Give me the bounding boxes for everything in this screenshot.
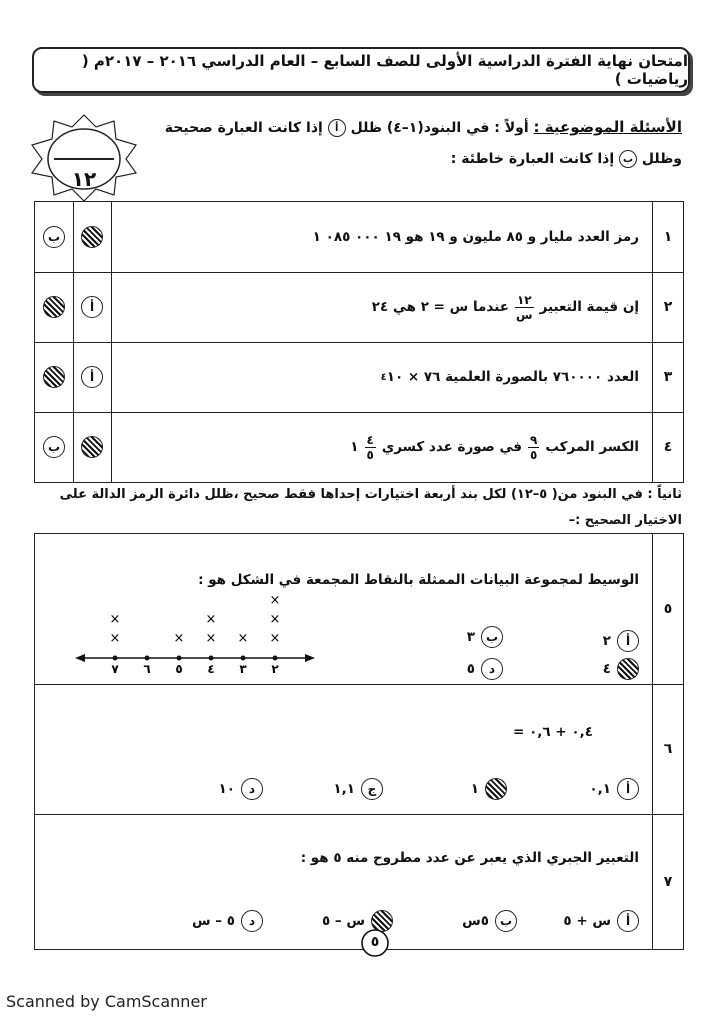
statement-part: العدد ٧٦٠٠٠٠ بالصورة العلمية ٧٦ × ١٠ xyxy=(386,369,639,385)
option-a-cell xyxy=(73,202,112,272)
part1-instruction-line1 xyxy=(162,118,682,137)
choice-value: س – ٥ xyxy=(321,913,365,929)
dot-plot-mark: × xyxy=(205,612,217,627)
question-row xyxy=(35,684,683,815)
choice-d[interactable] xyxy=(467,658,503,680)
fraction-numerator: ٤ xyxy=(366,432,374,447)
question-text: ٠,٤ + ٠,٦ = xyxy=(513,724,593,740)
part1-instruction-line2 xyxy=(162,150,682,168)
axis-tick xyxy=(145,656,150,661)
part1-instruction1-end: إذا كانت العبارة صحيحة xyxy=(164,120,323,136)
dot-plot xyxy=(75,584,315,674)
axis-tick xyxy=(177,656,182,661)
choice-value: ١ xyxy=(470,781,479,797)
table-row xyxy=(35,342,683,413)
axis-arrow-right-icon xyxy=(305,654,315,662)
option-a-cell xyxy=(73,412,112,482)
choice-value: س + ٥ xyxy=(563,913,611,929)
exam-title-box xyxy=(32,47,690,93)
page-number: ٥ xyxy=(370,934,380,950)
dot-plot-mark: × xyxy=(237,631,249,646)
choice-bubble[interactable]: أ xyxy=(617,910,639,932)
part1-heading: الأسئلة الموضوعية : xyxy=(533,118,682,136)
choice-bubble[interactable]: د xyxy=(481,658,503,680)
choice-value: ٣ xyxy=(466,629,475,645)
option-b-cell xyxy=(35,412,74,482)
question-text: الوسيط لمجموعة البيانات الممثلة بالنقاط المجمعة في الشكل هو : xyxy=(198,572,639,588)
row-number: ٤ xyxy=(652,412,683,482)
axis-tick xyxy=(273,656,278,661)
fraction-denominator: ٥ xyxy=(530,447,538,462)
axis-tick-label: ٢ xyxy=(271,662,279,674)
scanner-watermark: Scanned by CamScanner xyxy=(6,992,207,1011)
question-row xyxy=(35,814,683,949)
axis-tick-label: ٥ xyxy=(175,662,183,674)
question-number: ٥ xyxy=(652,534,683,684)
option-b-cell xyxy=(35,202,74,272)
choice-b[interactable] xyxy=(471,778,507,800)
option-b-cell xyxy=(35,272,74,342)
exponent: ٤ xyxy=(380,371,387,383)
option-b-bubble-filled[interactable] xyxy=(43,296,65,318)
choice-value: ٢ xyxy=(602,633,611,649)
option-a-cell xyxy=(73,342,112,412)
axis-tick xyxy=(241,656,246,661)
dot-plot-mark: × xyxy=(173,631,185,646)
option-a-bubble[interactable]: أ xyxy=(81,296,103,318)
choice-bubble[interactable]: أ xyxy=(617,778,639,800)
option-a-cell xyxy=(73,272,112,342)
option-b-cell xyxy=(35,342,74,412)
grade-badge xyxy=(28,113,140,201)
question-text: التعبير الجبري الذي يعبر عن عدد مطروح منه ٥ هو : xyxy=(300,850,639,866)
axis-tick-label: ٤ xyxy=(207,662,215,674)
statement-part: ١ xyxy=(350,439,359,455)
statement-text xyxy=(381,342,639,412)
axis-tick xyxy=(113,656,118,661)
fraction xyxy=(515,293,534,322)
option-a-bubble[interactable]: أ xyxy=(81,366,103,388)
axis-arrow-left-icon xyxy=(75,654,85,662)
choice-value: ٤ xyxy=(602,661,611,677)
axis-tick xyxy=(209,656,214,661)
fraction-numerator: ١٢ xyxy=(516,292,532,307)
table-row xyxy=(35,272,683,343)
option-b-bubble-filled[interactable] xyxy=(43,366,65,388)
fraction-denominator: ٥ xyxy=(366,447,374,462)
choice-b[interactable] xyxy=(467,626,503,648)
dot-plot-mark: × xyxy=(269,593,281,608)
choice-a[interactable] xyxy=(589,778,639,800)
false-option-symbol: ب xyxy=(619,150,637,168)
statement-part: إن قيمة التعبير xyxy=(539,299,639,315)
row-number: ١ xyxy=(652,202,683,272)
choice-b[interactable] xyxy=(462,910,517,932)
choice-bubble-filled[interactable] xyxy=(485,778,507,800)
dot-plot-mark: × xyxy=(269,631,281,646)
dot-plot-mark: × xyxy=(109,631,121,646)
dot-plot-mark: × xyxy=(205,631,217,646)
fraction xyxy=(528,433,539,462)
choice-bubble[interactable]: ب xyxy=(481,626,503,648)
part1-instruction2: وظلل xyxy=(641,151,682,167)
part1-instruction2-end: إذا كانت العبارة خاطئة : xyxy=(450,151,615,167)
choice-bubble[interactable]: ب xyxy=(495,910,517,932)
grade-score: ١٢ xyxy=(71,167,97,191)
page-number-badge xyxy=(360,928,390,958)
option-b-bubble[interactable]: ب xyxy=(43,226,65,248)
choice-value: ٥ xyxy=(466,661,475,677)
multiple-choice-table xyxy=(34,533,684,950)
statement-part: الكسر المركب xyxy=(545,439,639,455)
row-number: ٣ xyxy=(652,342,683,412)
statement-text xyxy=(350,412,639,482)
part1-instruction1: أولاً : في البنود(١–٤) ظلل xyxy=(350,120,529,136)
true-false-table xyxy=(34,201,684,483)
dot-plot-mark: × xyxy=(269,612,281,627)
statement-part: في صورة عدد كسري xyxy=(381,439,522,455)
choice-bubble[interactable]: ج xyxy=(361,778,383,800)
choice-bubble-filled[interactable] xyxy=(617,658,639,680)
choice-bubble[interactable]: د xyxy=(241,778,263,800)
statement-part: عندما س = ٢ هي ٢٤ xyxy=(371,299,509,315)
statement-text: رمز العدد مليار و ٨٥ مليون و ١٩ هو ١٩ ٠٠٠ ٠٨٥ ١ xyxy=(312,229,639,245)
fraction xyxy=(365,433,376,462)
question-number: ٧ xyxy=(652,814,683,949)
choice-a[interactable] xyxy=(603,630,639,652)
choice-value: ٠,١ xyxy=(589,781,611,797)
exam-title: امتحان نهاية الفترة الدراسية الأولى للصف السابع – العام الدراسي ٢٠١٦ – ٢٠١٧م ( رياضيات ) xyxy=(81,52,688,88)
fraction-numerator: ٩ xyxy=(530,432,538,447)
statement-text xyxy=(372,272,639,342)
choice-a[interactable] xyxy=(563,910,639,932)
choice-d[interactable] xyxy=(219,778,263,800)
axis-tick-label: ٧ xyxy=(111,662,119,674)
part2-intro: ثانياً : في البنود من( ٥–١٢) لكل بند أربعة اختيارات إحداها فقط صحيح ،ظلل دائرة الرمز الدالة على الاختيار الصحيح :– xyxy=(59,487,682,528)
choice-bubble[interactable]: د xyxy=(241,910,263,932)
table-row xyxy=(35,202,683,273)
fraction-denominator: س xyxy=(516,307,533,322)
row-number: ٢ xyxy=(652,272,683,342)
choice-bubble[interactable]: أ xyxy=(617,630,639,652)
choice-value: ١٠ xyxy=(218,781,235,797)
choice-c[interactable] xyxy=(333,778,383,800)
choice-value: ٥س xyxy=(462,913,489,929)
option-a-bubble-filled[interactable] xyxy=(81,436,103,458)
true-option-symbol: أ xyxy=(328,119,346,137)
choice-value: ٥ – س xyxy=(191,913,235,929)
option-a-bubble-filled[interactable] xyxy=(81,226,103,248)
question-number: ٦ xyxy=(652,684,683,814)
choice-c[interactable] xyxy=(603,658,639,680)
table-row xyxy=(35,412,683,482)
dot-plot-mark: × xyxy=(109,612,121,627)
question-row xyxy=(35,534,683,685)
option-b-bubble[interactable]: ب xyxy=(43,436,65,458)
axis-tick-label: ٦ xyxy=(143,662,151,674)
axis-tick-label: ٣ xyxy=(239,662,247,674)
choice-d[interactable] xyxy=(192,910,263,932)
choice-value: ١,١ xyxy=(333,781,355,797)
